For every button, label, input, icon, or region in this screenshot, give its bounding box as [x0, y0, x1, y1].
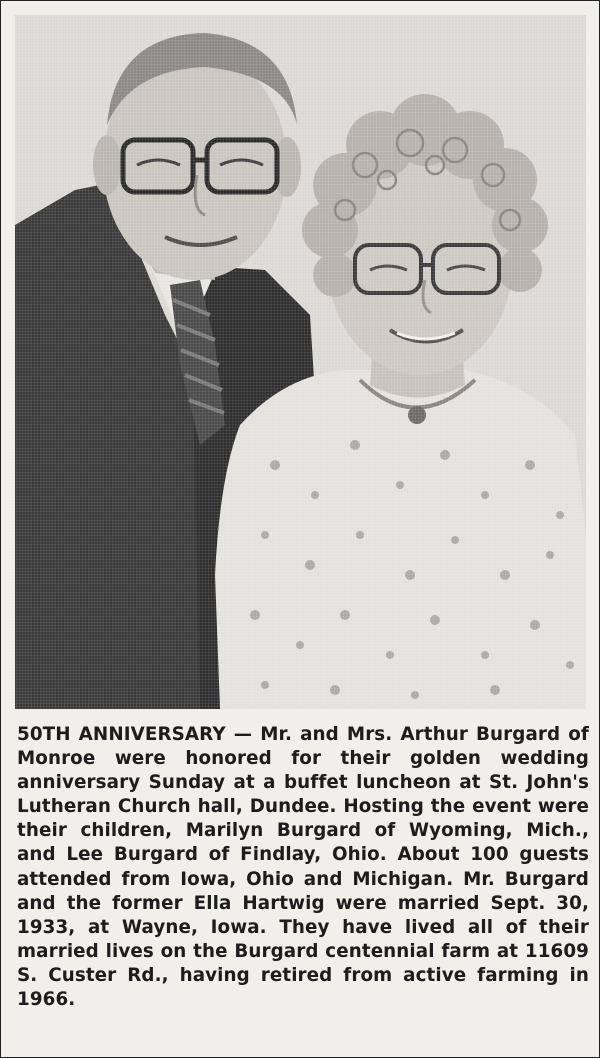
article-caption: [17, 723, 589, 1012]
article-headline: 50TH ANNIVERSARY: [17, 724, 226, 745]
portrait-illustration: [15, 15, 586, 709]
couple-portrait-photo: [15, 15, 586, 709]
article-body: Mr. and Mrs. Arthur Burgard of Monroe were honored for their golden wedding anniversary Sunday at a buffet luncheon at St. John's Lutheran Church hall, Dundee. Hosting the event were their children, Marilyn Burgard of Wyoming, Mich., and Lee Burgard of Findlay, Ohio. About 100 guests attended from Iowa, Ohio and Michigan. Mr. Burgard and the former Ella Hartwig were married Sept. 30, 1933, at Wayne, Iowa. They have lived all of their married lives on the Burgard centennial farm at 11609 S. Custer Rd., having retired from active farming in 1966.: [17, 724, 589, 1011]
headline-dash: —: [225, 724, 261, 745]
